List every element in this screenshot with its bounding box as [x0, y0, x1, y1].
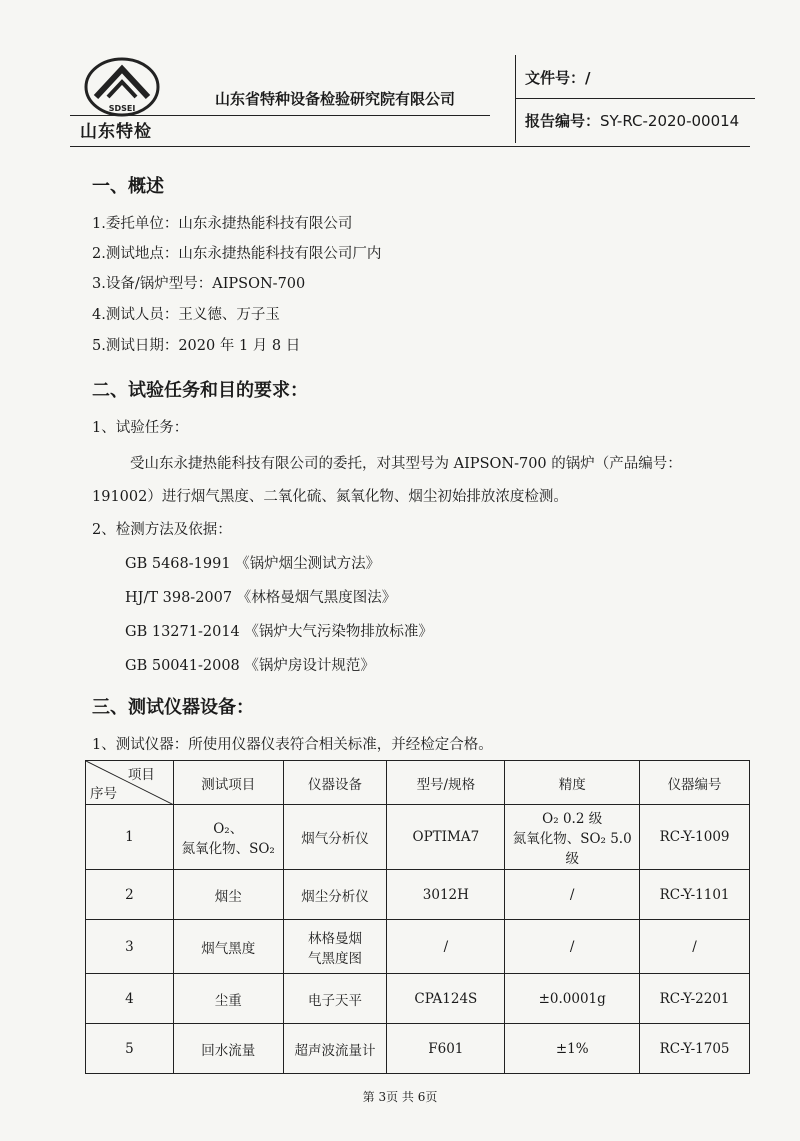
header-right-divider	[515, 98, 755, 99]
test-item: 回水流量	[173, 1024, 283, 1074]
table-row	[86, 1024, 750, 1074]
precision: /	[505, 870, 640, 920]
precision	[505, 805, 640, 870]
column-header: 精度	[505, 761, 640, 805]
brand-name: 山东特检	[80, 122, 152, 142]
precision: /	[505, 920, 640, 974]
section-1-title: 一、概述	[92, 176, 164, 197]
sec1-item: 2.测试地点：山东永捷热能科技有限公司厂内	[92, 246, 382, 262]
device: 烟尘分析仪	[283, 870, 387, 920]
corner-top-label: 项目	[127, 767, 155, 783]
table-row	[86, 974, 750, 1024]
sdsei-logo-icon	[82, 55, 162, 119]
test-item: 尘重	[173, 974, 283, 1024]
row-number: 3	[86, 920, 174, 974]
row-number: 2	[86, 870, 174, 920]
doc-number: 文件号：/	[525, 69, 591, 87]
device-line: 林格曼烟	[308, 930, 363, 947]
instrument-intro: 1、测试仪器：所使用仪器仪表符合相关标准，并经检定合格。	[92, 737, 493, 753]
precision-line: 氮氧化物、SO₂ 5.0 级	[512, 831, 632, 867]
device-line: 烟气分析仪	[301, 831, 369, 847]
page-footer: 第 3页 共 6页	[362, 1090, 438, 1104]
task-text-line: 191002）进行烟气黑度、二氧化硫、氮氧化物、烟尘初始排放浓度检测。	[92, 489, 568, 505]
report-header	[70, 55, 750, 145]
header-divider	[70, 115, 490, 116]
test-item	[173, 805, 283, 870]
report-number-label: 报告编号：	[525, 112, 601, 130]
standard-code: GB 13271-2014	[125, 624, 240, 640]
instrument-code: RC-Y-1101	[640, 870, 750, 920]
standard-name: 《锅炉烟尘测试方法》	[235, 556, 381, 572]
sec1-item: 4.测试人员：王义德、万子玉	[92, 307, 280, 323]
table-row	[86, 920, 750, 974]
column-header: 型号/规格	[387, 761, 505, 805]
instrument-table	[85, 760, 750, 1074]
instrument-code: RC-Y-1705	[640, 1024, 750, 1074]
report-number	[525, 110, 739, 131]
model: F601	[387, 1024, 505, 1074]
precision: ±1%	[505, 1024, 640, 1074]
instrument-code: RC-Y-1009	[640, 805, 750, 870]
corner-cell	[86, 761, 174, 805]
device: 电子天平	[283, 974, 387, 1024]
model: OPTIMA7	[387, 805, 505, 870]
task-text-line: 受山东永捷热能科技有限公司的委托，对其型号为 AIPSON-700 的锅炉（产品编号：	[130, 456, 682, 472]
standard-name: 《锅炉大气污染物排放标准》	[244, 624, 433, 640]
standard-item	[125, 552, 380, 573]
standard-code: GB 50041-2008	[125, 658, 240, 674]
table-row	[86, 870, 750, 920]
device	[283, 920, 387, 974]
precision-line: O₂ 0.2 级	[542, 811, 603, 827]
column-header: 仪器编号	[640, 761, 750, 805]
precision: ±0.0001g	[505, 974, 640, 1024]
header-bottom-border	[70, 146, 750, 147]
model: 3012H	[387, 870, 505, 920]
instrument-code: RC-Y-2201	[640, 974, 750, 1024]
task-heading: 1、试验任务：	[92, 420, 189, 436]
device: 超声波流量计	[283, 1024, 387, 1074]
header-vertical-divider	[515, 55, 516, 143]
method-heading: 2、检测方法及依据：	[92, 522, 232, 538]
standard-code: GB 5468-1991	[125, 556, 231, 572]
standard-name: 《林格曼烟气黑度图法》	[236, 590, 397, 606]
table-row	[86, 805, 750, 870]
row-number: 4	[86, 974, 174, 1024]
device-line: 气黑度图	[308, 950, 363, 967]
sec1-item: 1.委托单位：山东永捷热能科技有限公司	[92, 216, 353, 232]
row-number: 1	[86, 805, 174, 870]
column-header: 仪器设备	[283, 761, 387, 805]
sec1-item: 5.测试日期：2020 年 1 月 8 日	[92, 338, 301, 354]
section-2-title: 二、试验任务和目的要求：	[92, 380, 308, 401]
column-header: 测试项目	[173, 761, 283, 805]
test-item-line: O₂、	[213, 821, 244, 837]
svg-text:SDSEI: SDSEI	[108, 104, 136, 113]
device	[283, 805, 387, 870]
standard-name: 《锅炉房设计规范》	[244, 658, 375, 674]
model: CPA124S	[387, 974, 505, 1024]
section-3-title: 三、测试仪器设备：	[92, 697, 254, 718]
test-item: 烟气黑度	[173, 920, 283, 974]
table-header-row	[86, 761, 750, 805]
instrument-code: /	[640, 920, 750, 974]
report-number-value: SY-RC-2020-00014	[600, 112, 740, 130]
sec1-item: 3.设备/锅炉型号：AIPSON-700	[92, 276, 306, 292]
standard-item	[125, 620, 433, 641]
model: /	[387, 920, 505, 974]
standard-item	[125, 586, 396, 607]
corner-bottom-label: 序号	[90, 786, 117, 802]
test-item-line: 氮氧化物、SO₂	[181, 841, 275, 857]
standard-code: HJ/T 398-2007	[125, 590, 233, 606]
standard-item	[125, 654, 375, 675]
row-number: 5	[86, 1024, 174, 1074]
org-name: 山东省特种设备检验研究院有限公司	[215, 90, 456, 108]
test-item: 烟尘	[173, 870, 283, 920]
